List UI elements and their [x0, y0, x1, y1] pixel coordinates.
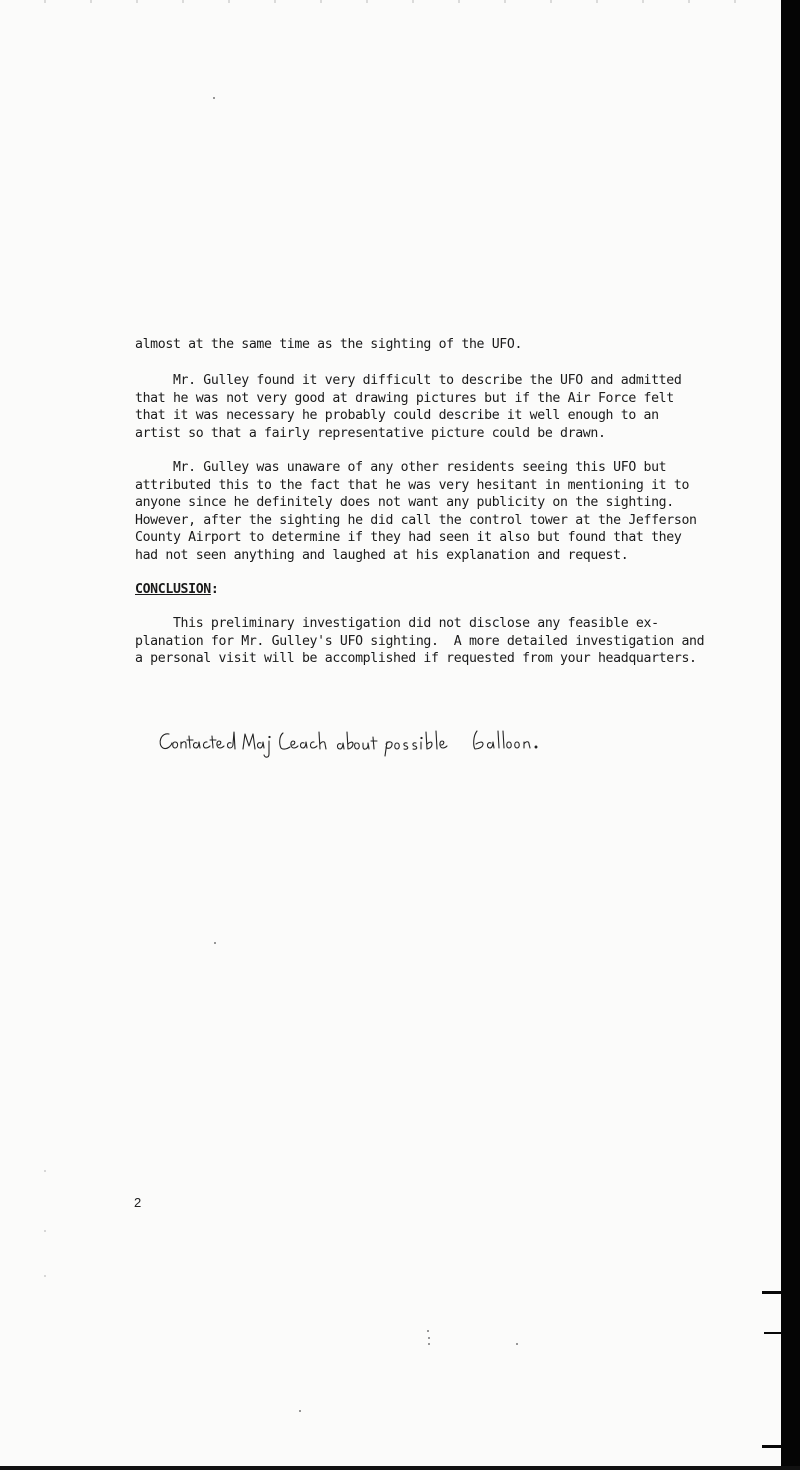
paragraph-4-line-2: planation for Mr. Gulley's UFO sighting. A more detailed investigation and — [135, 633, 705, 649]
scan-speck — [214, 942, 216, 944]
paragraph-4-line-3: a personal visit will be accomplished if requested from your headquarters. — [135, 651, 697, 666]
scan-edge-tick — [762, 1291, 782, 1294]
scan-speck — [427, 1330, 429, 1332]
conclusion-heading-text: CONCLUSION — [135, 582, 211, 597]
scan-edge-tick — [764, 1332, 782, 1334]
paragraph-3-line-2: attributed this to the fact that he was very hesitant in mentioning it to — [135, 477, 690, 493]
paragraph-4-line-1: This preliminary investigation did not disclose any feasible ex- — [135, 616, 659, 631]
paragraph-3-line-5: County Airport to determine if they had seen it also but found that they — [135, 530, 682, 545]
paragraph-2-line-2: that he was not very good at drawing pictures but if the Air Force felt — [135, 390, 674, 406]
paragraph-1-line-1: almost at the same time as the sighting of the UFO. — [135, 337, 523, 352]
paragraph-3-line-3: anyone since he definitely does not want any publicity on the sighting. — [135, 495, 674, 510]
scan-speck — [213, 97, 215, 99]
conclusion-heading-colon: : — [210, 582, 219, 597]
paragraph-3-line-6: had not seen anything and laughed at his explanation and request. — [135, 547, 629, 563]
handwritten-note — [155, 722, 555, 762]
paragraph-3-line-1: Mr. Gulley was unaware of any other residents seeing this UFO but — [135, 460, 667, 475]
scan-speck — [44, 1170, 46, 1172]
paragraph-2-line-3: that it was necessary he probably could describe it well enough to an — [135, 408, 659, 423]
conclusion-heading — [135, 581, 219, 599]
scan-speck — [428, 1343, 430, 1345]
scan-edge-right — [781, 0, 800, 1470]
scan-speck — [44, 1230, 46, 1232]
scan-artifact-top — [0, 0, 780, 3]
scan-edge-tick — [762, 1445, 782, 1448]
scan-speck — [428, 1337, 430, 1339]
scan-speck — [299, 1410, 301, 1412]
paragraph-2-line-4: artist so that a fairly representative picture could be drawn. — [135, 425, 606, 441]
page-number: 2 — [134, 1195, 142, 1210]
paragraph-3-line-4: However, after the sighting he did call the control tower at the Jefferson — [135, 512, 697, 528]
scan-edge-bottom — [0, 1466, 800, 1470]
scan-speck — [44, 1275, 46, 1277]
scan-speck — [516, 1343, 518, 1345]
paragraph-2-line-1: Mr. Gulley found it very difficult to describe the UFO and admitted — [135, 373, 682, 388]
